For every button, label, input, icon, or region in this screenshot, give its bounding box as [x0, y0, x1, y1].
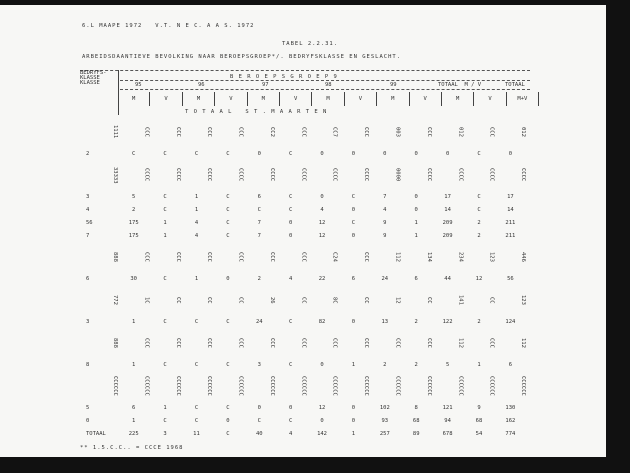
table-cell: 175 — [128, 219, 139, 226]
table-cell: 234 — [457, 252, 464, 262]
sub-header: M — [118, 92, 150, 106]
table-cell: C — [226, 206, 230, 213]
table-row — [80, 147, 530, 160]
table-cell: 257 — [379, 430, 390, 437]
table-cell: 6 — [132, 404, 136, 411]
table-cell: 0 — [351, 318, 356, 325]
paper-sheet — [0, 5, 606, 457]
group-98: 98 — [325, 82, 332, 88]
table-cell: CCC — [174, 252, 181, 262]
table-cell: 1 — [351, 430, 356, 437]
table-cell: 1 — [163, 404, 167, 411]
table-cell: 89 — [412, 430, 420, 437]
table-cell: 121 — [442, 404, 453, 411]
section-title: T O T A A L S T . M A A R T E N — [185, 109, 328, 115]
table-cell: C — [257, 417, 261, 424]
table-cell: 68 — [412, 417, 420, 424]
table-cell: 0 — [351, 404, 356, 411]
table-cell: 14 — [444, 206, 451, 213]
table-cell: C — [288, 417, 293, 424]
table-cell: C — [226, 219, 230, 226]
table-cell: 56 — [507, 275, 514, 282]
table-cell: 112 — [457, 338, 464, 348]
table-cell: CC — [363, 296, 370, 304]
table-row — [80, 216, 530, 229]
table-cell: 0 — [383, 150, 387, 157]
row-label: 888 — [112, 252, 118, 262]
table-cell: 175 — [128, 232, 139, 239]
table-cell: CCCC — [206, 168, 213, 182]
table-cell: C — [257, 206, 261, 213]
table-cell: C — [226, 232, 230, 239]
table-cell: 1 — [194, 275, 199, 282]
table-row — [80, 272, 530, 285]
table-cell: CCC — [206, 252, 213, 262]
table-cell: 225 — [128, 430, 139, 437]
table-cell: 40 — [255, 430, 263, 437]
table-cell: C — [194, 150, 199, 157]
table-cell: CCC — [143, 338, 150, 348]
table-cell: CC — [488, 296, 495, 304]
table-cell: 012 — [457, 127, 464, 137]
group-total: TOTAAL — [505, 82, 525, 88]
sub-header: M — [377, 92, 409, 106]
table-cell: CCCCCC — [488, 376, 495, 396]
table-cell: CCCCCC — [143, 376, 150, 396]
table-row — [80, 315, 530, 328]
table-cell: 774 — [505, 430, 516, 437]
table-cell: CCCC — [363, 168, 370, 182]
table-cell: 2 — [383, 361, 387, 368]
table-cell: CCCC — [268, 168, 275, 182]
row-label: 1111 — [112, 125, 118, 139]
row-label: 2 — [86, 150, 90, 157]
group-96: 96 — [198, 82, 205, 88]
table-cell: C — [226, 404, 230, 411]
table-cell: 1 — [351, 361, 356, 368]
sub-header: M — [442, 92, 474, 106]
table-cell: 12 — [394, 296, 401, 304]
table-row — [80, 203, 530, 216]
table-row — [80, 328, 530, 358]
group-total-mv: TOTAAL M / V — [438, 82, 482, 88]
table-row — [80, 371, 530, 401]
table-cell: CCC — [363, 252, 370, 262]
footer-note: ** 1.5.C.C.. = CCCE 1968 — [80, 445, 184, 451]
table-cell: 6 — [351, 275, 356, 282]
table-cell: CCCC — [488, 168, 495, 182]
table-cell: 54 — [475, 430, 483, 437]
table-cell: 1 — [132, 417, 136, 424]
table-row — [80, 190, 530, 203]
table-cell: 209 — [442, 219, 453, 226]
table-cell: CC — [300, 296, 307, 304]
table-cell: 142 — [317, 430, 327, 437]
table-cell: CC7 — [331, 127, 338, 137]
table-title: ARBEIDSDAANTIEVE BEVOLKING NAAR BEROEPSGROEP*/. BEDRYFSKLASSE EN GESLACHT. — [82, 54, 402, 60]
table-cell: 102 — [379, 404, 390, 411]
table-cell: 1 — [194, 206, 199, 213]
row-label: CCCCCC — [112, 376, 118, 396]
table-cell: CCC — [237, 127, 244, 137]
table-cell: 3 — [257, 361, 261, 368]
table-cell: 0 — [226, 417, 230, 424]
table-cell: 82 — [318, 318, 326, 325]
table-cell: 12 — [318, 219, 326, 226]
table-cell: CCC — [174, 127, 181, 137]
row-label: 33333 — [112, 166, 118, 184]
table-row — [80, 414, 530, 427]
table-cell: CCC — [425, 338, 432, 348]
data-table — [80, 117, 530, 440]
table-cell: 12 — [318, 404, 326, 411]
table-cell: 7 — [383, 193, 387, 200]
table-cell: CCC — [237, 252, 244, 262]
table-cell: CC — [237, 296, 244, 304]
table-cell: 2 — [257, 275, 261, 282]
table-cell: 26 — [268, 296, 275, 304]
table-cell: CCCC — [425, 168, 432, 182]
table-cell: 1 — [132, 361, 136, 368]
table-cell: 4 — [288, 430, 293, 437]
table-cell: 0 — [320, 417, 324, 424]
table-cell: C — [194, 417, 199, 424]
table-cell: 4 — [383, 206, 387, 213]
table-cell: CCC — [237, 338, 244, 348]
table-cell: C — [132, 150, 136, 157]
table-cell: CCC — [363, 127, 370, 137]
table-cell: 209 — [442, 232, 453, 239]
table-cell: 1 — [414, 232, 418, 239]
row-label: 772 — [112, 295, 118, 305]
table-cell: 0 — [288, 219, 293, 226]
table-cell: CCCC — [520, 168, 527, 182]
table-cell: 003 — [394, 127, 401, 137]
group-95: 95 — [135, 82, 142, 88]
table-cell: 0 — [414, 193, 418, 200]
row-label: 56 — [86, 219, 93, 226]
table-cell: 12 — [318, 232, 326, 239]
table-cell: CCCC — [457, 168, 464, 182]
table-cell: 0 — [320, 361, 324, 368]
table-cell: CC — [174, 296, 181, 304]
sub-header: V — [474, 92, 506, 106]
table-cell: CCCCCC — [394, 376, 401, 396]
table-cell: 0 — [414, 206, 418, 213]
sub-header: M — [248, 92, 280, 106]
table-cell: 12 — [475, 275, 483, 282]
table-cell: 8 — [414, 404, 418, 411]
table-cell: 0 — [351, 417, 356, 424]
row-label: 3 — [86, 318, 90, 325]
row-label: 888 — [112, 338, 118, 348]
table-cell: C — [288, 361, 293, 368]
group-97: 97 — [262, 82, 269, 88]
sub-header: V — [215, 92, 247, 106]
table-cell: CCC — [268, 338, 275, 348]
table-cell: CCCC — [237, 168, 244, 182]
table-cell: CCC — [268, 252, 275, 262]
table-cell: 134 — [425, 252, 432, 262]
table-cell: 1 — [414, 219, 418, 226]
table-cell: CCCCCC — [237, 376, 244, 396]
table-cell: C — [226, 318, 230, 325]
table-number: TABEL 2.2.31. — [282, 41, 339, 47]
table-cell: CCC — [488, 127, 495, 137]
table-cell: CCC — [300, 252, 307, 262]
table-cell: CCCCCC — [425, 376, 432, 396]
table-cell: 5 — [132, 193, 136, 200]
table-cell: 0000 — [394, 168, 401, 182]
table-cell: 2 — [132, 206, 136, 213]
table-cell: 1 — [132, 318, 136, 325]
table-cell: C — [194, 361, 199, 368]
table-cell: C — [477, 193, 481, 200]
table-cell: 0 — [445, 150, 450, 157]
table-cell: C — [351, 193, 356, 200]
table-cell: CCC — [143, 252, 150, 262]
table-cell: 2 — [414, 361, 418, 368]
table-cell: 0 — [257, 150, 261, 157]
sub-header: M — [183, 92, 215, 106]
table-cell: CCC — [300, 127, 307, 137]
table-cell: 112 — [520, 338, 527, 348]
table-cell: 44 — [444, 275, 451, 282]
table-cell: CCCC — [174, 168, 181, 182]
table-cell: CC — [206, 296, 213, 304]
table-cell: C — [163, 417, 167, 424]
row-label: 0 — [86, 417, 90, 424]
table-cell: 9 — [383, 232, 387, 239]
table-cell: CCCCCC — [206, 376, 213, 396]
row-header: BEDRYFS- KLASSE KLASSE — [80, 70, 107, 86]
table-cell: 2 — [477, 318, 481, 325]
table-cell: CCCC — [300, 168, 307, 182]
table-cell: 3 — [163, 430, 167, 437]
table-cell: 6 — [414, 275, 418, 282]
table-cell: 24 — [381, 275, 389, 282]
table-cell: 1 — [477, 361, 481, 368]
table-cell: 678 — [442, 430, 453, 437]
table-cell: C — [194, 404, 199, 411]
group-header: B E R O E P S G R O E P 9 — [230, 74, 338, 80]
table-row — [80, 242, 530, 272]
table-cell: CCC — [174, 338, 181, 348]
table-header — [80, 70, 530, 115]
table-cell: C — [194, 318, 199, 325]
table-cell: C — [288, 318, 293, 325]
table-cell: 24 — [255, 318, 263, 325]
table-cell: 9 — [477, 404, 481, 411]
table-cell: C — [226, 430, 230, 437]
sub-header: V — [345, 92, 377, 106]
table-cell: 141 — [457, 295, 464, 305]
table-cell: 17 — [507, 193, 514, 200]
table-cell: CCC — [143, 127, 150, 137]
table-cell: 4 — [194, 219, 199, 226]
table-cell: CCC — [425, 127, 432, 137]
table-cell: 1 — [194, 193, 199, 200]
table-cell: 4 — [194, 232, 199, 239]
table-cell: 0 — [257, 404, 261, 411]
table-cell: C — [288, 193, 293, 200]
table-cell: CCCCCC — [268, 376, 275, 396]
table-cell: 130 — [505, 404, 516, 411]
table-cell: 7 — [257, 232, 261, 239]
table-cell: C — [163, 361, 167, 368]
table-cell: CCCCCC — [300, 376, 307, 396]
row-label: 5 — [86, 404, 90, 411]
table-cell: C — [163, 206, 167, 213]
group-99: 99 — [390, 82, 397, 88]
table-row — [80, 285, 530, 315]
table-cell: 9 — [383, 219, 387, 226]
table-cell: CCC — [331, 338, 338, 348]
table-cell: CC2 — [268, 127, 275, 137]
table-cell: 012 — [520, 127, 527, 137]
table-cell: 0 — [351, 232, 356, 239]
table-cell: 123 — [488, 252, 495, 262]
table-cell: C — [226, 361, 230, 368]
table-cell: 30 — [130, 275, 137, 282]
row-label: TOTAAL — [86, 430, 106, 437]
table-cell: CCC — [394, 338, 401, 348]
table-cell: 123 — [520, 295, 527, 305]
table-cell: 94 — [444, 417, 451, 424]
table-cell: 4 — [288, 275, 293, 282]
table-row — [80, 160, 530, 190]
table-cell: 0 — [320, 150, 324, 157]
table-cell: 5 — [445, 361, 450, 368]
sub-header: V — [150, 92, 182, 106]
table-cell: 2 — [477, 219, 481, 226]
table-cell: C — [351, 219, 356, 226]
table-cell: 0 — [288, 232, 293, 239]
table-cell: CCCCCC — [174, 376, 181, 396]
sub-header: M — [312, 92, 344, 106]
table-cell: C — [288, 150, 293, 157]
table-cell: 6 — [508, 361, 513, 368]
table-cell: 112 — [394, 252, 401, 262]
table-cell: 0 — [288, 404, 293, 411]
table-cell: C — [477, 150, 481, 157]
table-row — [80, 229, 530, 242]
table-cell: C — [163, 193, 167, 200]
table-cell: 0 — [226, 275, 230, 282]
table-cell: 14 — [507, 206, 514, 213]
table-row — [80, 427, 530, 440]
table-cell: 22 — [318, 275, 326, 282]
table-cell: CCCCCC — [363, 376, 370, 396]
table-cell: 124 — [505, 318, 516, 325]
row-label: 4 — [86, 206, 90, 213]
table-cell: CCC — [206, 338, 213, 348]
table-cell: C — [288, 206, 293, 213]
row-label: 6 — [86, 275, 90, 282]
table-cell: CCC — [300, 338, 307, 348]
table-cell: 1 — [163, 219, 167, 226]
table-cell: 1C — [143, 296, 150, 304]
table-cell: 2 — [414, 318, 418, 325]
table-cell: 446 — [520, 252, 527, 262]
table-cell: 0 — [320, 193, 324, 200]
table-cell: CCC — [488, 338, 495, 348]
table-cell: 93 — [381, 417, 389, 424]
table-cell: CCC — [363, 338, 370, 348]
table-cell: C24 — [331, 252, 338, 262]
table-cell: 7 — [257, 219, 261, 226]
table-cell: 17 — [444, 193, 451, 200]
sub-header: V — [280, 92, 312, 106]
table-cell: CCCCCC — [457, 376, 464, 396]
table-cell: 0 — [351, 150, 356, 157]
table-cell: C — [163, 318, 167, 325]
table-cell: 0 — [508, 150, 513, 157]
table-cell: 211 — [505, 219, 516, 226]
table-cell: CCCC — [143, 168, 150, 182]
sub-header: V — [410, 92, 442, 106]
table-cell: C — [226, 193, 230, 200]
table-cell: 2 — [477, 232, 481, 239]
table-cell: CCCC — [331, 168, 338, 182]
table-cell: C — [163, 150, 167, 157]
table-cell: 211 — [505, 232, 516, 239]
table-row — [80, 401, 530, 414]
table-cell: 1 — [163, 232, 167, 239]
table-cell: 4 — [320, 206, 324, 213]
table-cell: 0 — [414, 150, 418, 157]
table-row — [80, 358, 530, 371]
table-cell: 11 — [193, 430, 200, 437]
table-cell: CC — [425, 296, 432, 304]
row-label: 3 — [86, 193, 90, 200]
table-row — [80, 117, 530, 147]
table-cell: 13 — [381, 318, 389, 325]
table-cell: 6 — [257, 193, 261, 200]
table-cell: 0 — [351, 206, 356, 213]
table-cell: 68 — [475, 417, 483, 424]
row-label: 7 — [86, 232, 90, 239]
table-cell: 8C — [331, 296, 338, 304]
sub-header: M+V — [507, 92, 539, 106]
table-cell: C — [163, 275, 167, 282]
table-cell: C — [226, 150, 230, 157]
row-label: 8 — [86, 361, 90, 368]
table-cell: C — [477, 206, 481, 213]
table-cell: CCC — [206, 127, 213, 137]
report-header: 6.L MAAPE 1972 V.T. N E C. A A S. 1972 — [82, 23, 255, 29]
table-cell: CCCCCC — [331, 376, 338, 396]
table-cell: 122 — [442, 318, 453, 325]
table-cell: CCCCCC — [520, 376, 527, 396]
table-cell: 162 — [505, 417, 516, 424]
